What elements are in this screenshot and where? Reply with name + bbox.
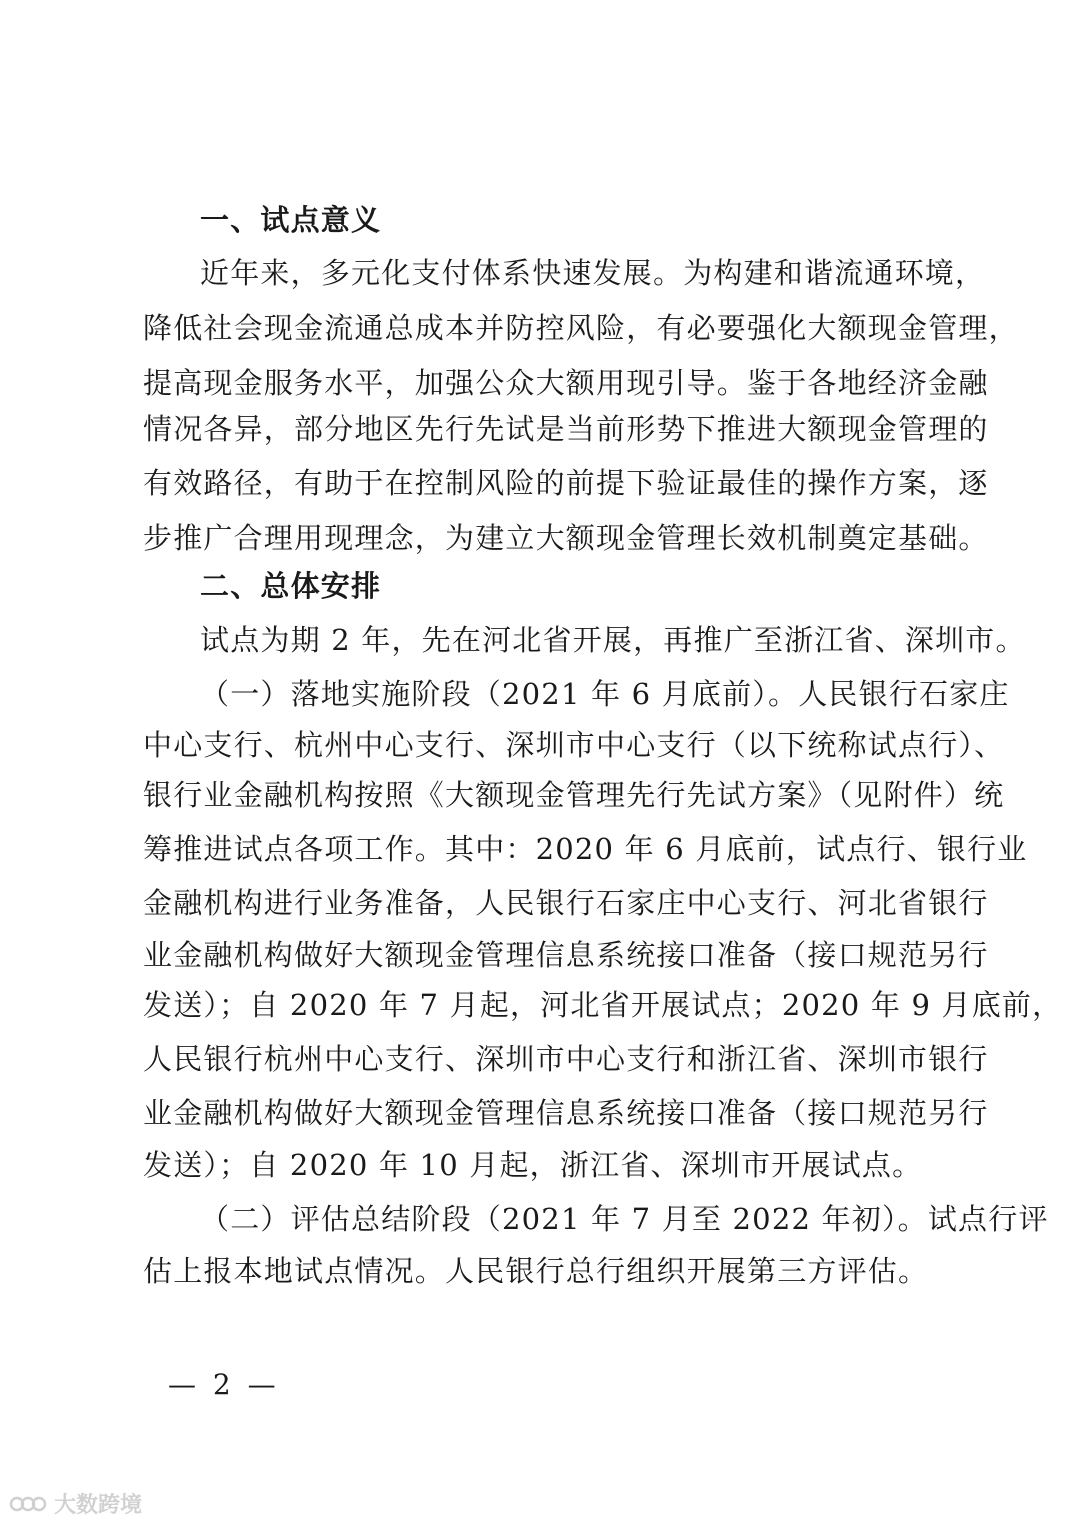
paragraph-line: 银行业金融机构按照《大额现金管理先行先试方案》（见附件）统: [143, 778, 1005, 812]
paragraph-line: 中心支行、杭州中心支行、深圳市中心支行（以下统称试点行）、: [143, 728, 1005, 762]
watermark-text: 大数跨境: [54, 1493, 143, 1518]
paragraph-line: 人民银行杭州中心支行、深圳市中心支行和浙江省、深圳市银行: [143, 1042, 989, 1076]
paragraph-line: 近年来，多元化支付体系快速发展。为构建和谐流通环境，: [200, 256, 986, 290]
section-heading-overall-arrangement: 二、总体安排: [200, 569, 382, 603]
paragraph-line: 试点为期 2 年，先在河北省开展，再推广至浙江省、深圳市。: [200, 623, 1026, 657]
paragraph-line: 情况各异，部分地区先行先试是当前形势下推进大额现金管理的: [143, 412, 989, 446]
paragraph-line: 降低社会现金流通总成本并防控风险，有必要强化大额现金管理，: [143, 311, 1019, 345]
paragraph-line: 发送）；自 2020 年 7 月起，河北省开展试点；2020 年 9 月底前，: [143, 988, 1063, 1022]
paragraph-line: 业金融机构做好大额现金管理信息系统接口准备（接口规范另行: [143, 1096, 989, 1130]
paragraph-line: 有效路径，有助于在控制风险的前提下验证最佳的操作方案，逐: [143, 466, 989, 500]
paragraph-line: 提高现金服务水平，加强公众大额用现引导。鉴于各地经济金融: [143, 366, 989, 400]
paragraph-line: 筹推进试点各项工作。其中：2020 年 6 月底前，试点行、银行业: [143, 832, 1028, 866]
page-number: — 2 —: [168, 1368, 280, 1401]
paragraph-line: 业金融机构做好大额现金管理信息系统接口准备（接口规范另行: [143, 938, 989, 972]
paragraph-line: （一）落地实施阶段（2021 年 6 月底前）。人民银行石家庄: [200, 677, 1010, 711]
paragraph-line: 估上报本地试点情况。人民银行总行组织开展第三方评估。: [143, 1254, 929, 1288]
section-heading-significance: 一、试点意义: [200, 203, 382, 237]
paragraph-line: 发送）；自 2020 年 10 月起，浙江省、深圳市开展试点。: [143, 1148, 923, 1182]
watermark: [8, 1488, 142, 1519]
paragraph-line: （二）评估总结阶段（2021 年 7 月至 2022 年初）。试点行评: [200, 1202, 1049, 1236]
paragraph-line: 金融机构进行业务准备，人民银行石家庄中心支行、河北省银行: [143, 886, 989, 920]
paragraph-line: 步推广合理用现理念，为建立大额现金管理长效机制奠定基础。: [143, 521, 989, 555]
dashuju-logo-icon: [8, 1493, 48, 1515]
